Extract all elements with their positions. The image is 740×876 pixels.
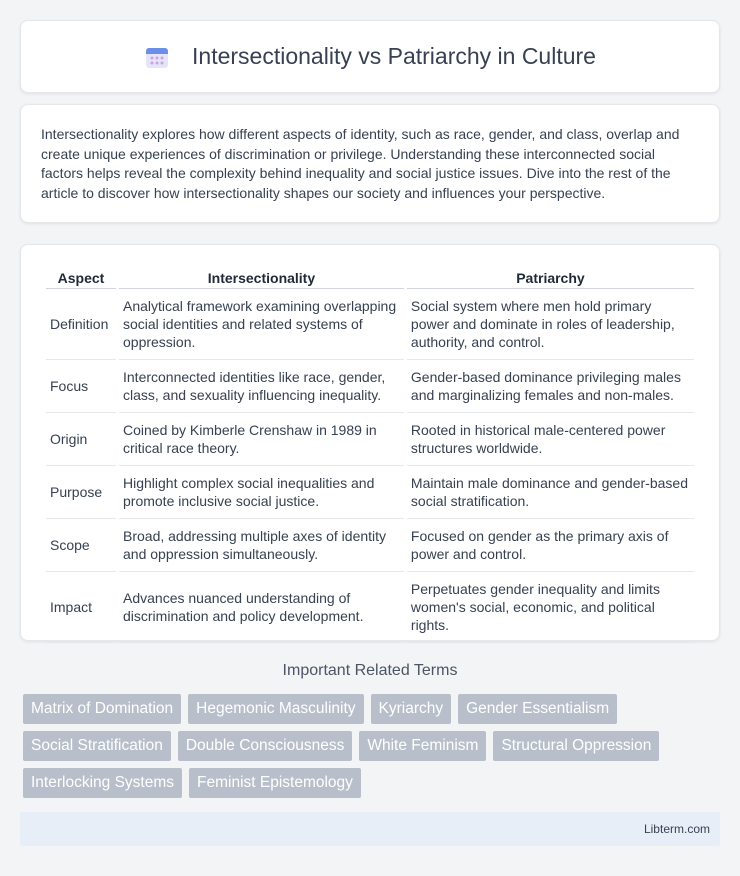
column-header-intersectionality: Intersectionality [119, 265, 404, 289]
related-term-tag[interactable]: Kyriarchy [371, 694, 452, 724]
intersectionality-cell: Analytical framework examining overlapping social identities and related systems of oppression. [119, 289, 404, 360]
intersectionality-cell: Interconnected identities like race, gender, class, and sexuality influencing inequality. [119, 360, 404, 413]
comparison-table-card [20, 244, 720, 641]
intro-text: Intersectionality explores how different aspects of identity, such as race, gender, and class, overlap and create unique experiences of discrimination or privilege. Understanding these interconnected social factors helps reveal the complexity behind inequality and social justice issues. Dive into the rest of the article to discover how intersectionality shapes our society and influences your perspective. [41, 126, 680, 201]
intersectionality-cell: Coined by Kimberle Crenshaw in 1989 in critical race theory. [119, 413, 404, 466]
related-term-tag[interactable]: Interlocking Systems [23, 768, 182, 798]
table-header-row [46, 265, 694, 289]
page-title: Intersectionality vs Patriarchy in Culture [192, 43, 596, 69]
column-header-patriarchy: Patriarchy [407, 265, 694, 289]
aspect-cell: Origin [46, 413, 116, 466]
patriarchy-cell: Rooted in historical male-centered power structures worldwide. [407, 413, 694, 466]
patriarchy-cell: Gender-based dominance privileging males and marginalizing females and non-males. [407, 360, 694, 413]
footer [20, 812, 720, 846]
aspect-cell: Focus [46, 360, 116, 413]
aspect-cell: Impact [46, 572, 116, 643]
table-row [46, 572, 694, 643]
intro-card [20, 104, 720, 223]
comparison-table [43, 265, 697, 643]
related-terms-list [23, 694, 703, 805]
aspect-cell: Definition [46, 289, 116, 360]
aspect-cell: Scope [46, 519, 116, 572]
related-terms-title: Important Related Terms [282, 662, 458, 679]
related-term-tag[interactable]: Structural Oppression [493, 731, 659, 761]
table-row [46, 360, 694, 413]
patriarchy-cell: Maintain male dominance and gender-based social stratification. [407, 466, 694, 519]
patriarchy-cell: Focused on gender as the primary axis of power and control. [407, 519, 694, 572]
aspect-cell: Purpose [46, 466, 116, 519]
patriarchy-cell: Social system where men hold primary power and dominate in roles of leadership, authority, and control. [407, 289, 694, 360]
table-row [46, 413, 694, 466]
related-term-tag[interactable]: Hegemonic Masculinity [188, 694, 363, 724]
table-row [46, 519, 694, 572]
related-term-tag[interactable]: Matrix of Domination [23, 694, 181, 724]
intersectionality-cell: Highlight complex social inequalities and promote inclusive social justice. [119, 466, 404, 519]
table-row [46, 289, 694, 360]
header-card [20, 20, 720, 93]
related-term-tag[interactable]: Gender Essentialism [458, 694, 617, 724]
related-term-tag[interactable]: Double Consciousness [178, 731, 353, 761]
footer-brand-link[interactable]: Libterm.com [643, 822, 710, 836]
related-term-tag[interactable]: Social Stratification [23, 731, 171, 761]
patriarchy-cell: Perpetuates gender inequality and limits women's social, economic, and political rights. [407, 572, 694, 643]
column-header-aspect: Aspect [46, 265, 116, 289]
related-term-tag[interactable]: Feminist Epistemology [189, 768, 361, 798]
intersectionality-cell: Advances nuanced understanding of discrimination and policy development. [119, 572, 404, 643]
calendar-icon [144, 44, 170, 70]
related-term-tag[interactable]: White Feminism [359, 731, 486, 761]
intersectionality-cell: Broad, addressing multiple axes of identity and oppression simultaneously. [119, 519, 404, 572]
table-row [46, 466, 694, 519]
